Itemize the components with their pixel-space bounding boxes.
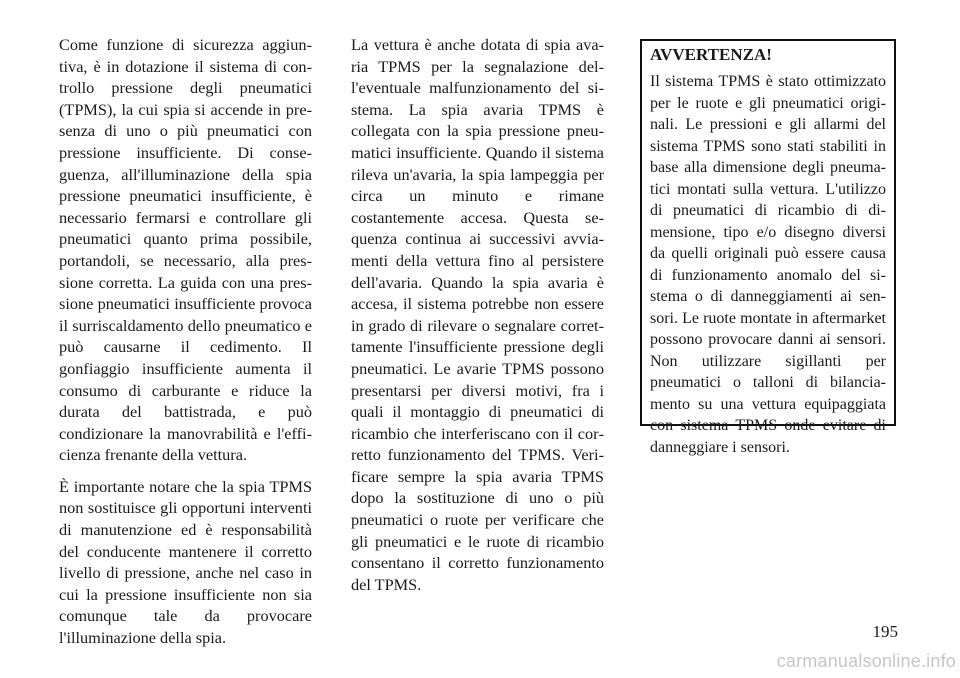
watermark: carmanualsonline.info <box>776 651 956 671</box>
left-column <box>59 34 312 659</box>
middle-paragraph-1: La vettura è anche dotata di spia avaria TPMS per la segnalazione dell'eventuale malfunzionamento del sistema. La spia avaria TPMS è collegata con la spia pressione pneumatici insufficiente. Quando il sistema rileva un'avaria, la spia lampeggia per circa un minuto e rimane costantemente accesa. Questa sequenza continua ai successivi avviamenti della vettura fino al persistere dell'avaria. Quando la spia avaria è accesa, il sistema potrebbe non essere in grado di rilevare o segnalare correttamente l'insufficiente pressione degli pneumatici. Le avarie TPMS possono presentarsi per diversi motivi, fra i quali il montaggio di pneumatici di ricambio che interferiscano con il corretto funzionamento del TPMS. Verificare sempre la spia avaria TPMS dopo la sostituzione di uno o più pneumatici o ruote per verificare che gli pneumatici e le ruote di ricambio consentano il corretto funzionamento del TPMS. <box>351 35 604 594</box>
page-number: 195 <box>872 622 898 641</box>
left-paragraph-1: Come funzione di sicurezza aggiuntiva, è in dotazione il sistema di controllo pressione degli pneumatici (TPMS), la cui spia si accende in presenza di uno o più pneumatici con pressione insufficiente. Di conseguenza, all'illuminazione della spia pressione pneumatici insufficiente, è necessario fermarsi e controllare gli pneumatici quanto prima possibile, portandoli, se necessario, alla pressione corretta. La guida con una pressione pneumatici insufficiente provoca il surriscaldamento dello pneumatico e può causarne il cedimento. Il gonfiaggio insufficiente aumenta il consumo di carburante e riduce la durata del battistrada, e può condizionare la manovrabilità e l'efficienza frenante della vettura. <box>59 35 312 465</box>
left-paragraph-2: È importante notare che la spia TPMS non sostituisce gli opportuni interventi di manutenzione ed è responsabilità del conducente mantenere il corretto livello di pressione, anche nel caso in cui la pressione insufficiente non sia comunque tale da provocare l'illuminazione della spia. <box>59 476 312 648</box>
warning-text: Il sistema TPMS è stato ottimizzato per le ruote e gli pneumatici originali. Le pressioni e gli allarmi del sistema TPMS sono stati stabiliti in base alla dimensione degli pneumatici montati sulla vettura. L'utilizzo di pneumatici di ricambio di dimensione, tipo e/o disegno diversi da quelli originali può essere causa di funzionamento anomalo del sistema o di danneggiamenti ai sensori. Le ruote montate in aftermarket possono provocare danni ai sensori. Non utilizzare sigillanti per pneumatici o talloni di bilanciamento su una vettura equipaggiata con sistema TPMS onde evitare di danneggiare i sensori. <box>650 73 886 456</box>
warning-box <box>640 39 896 456</box>
middle-column <box>351 34 604 605</box>
warning-title: AVVERTENZA! <box>650 45 772 64</box>
